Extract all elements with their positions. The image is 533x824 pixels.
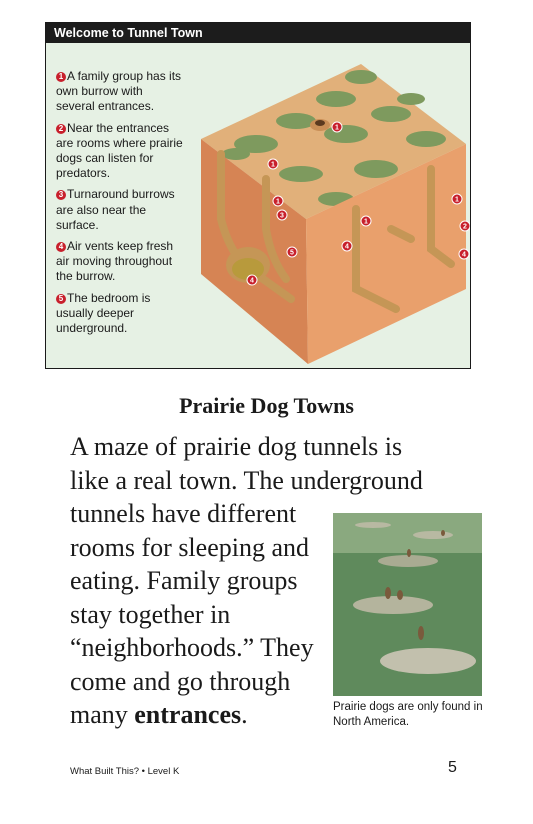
body-line: eating. Family groups [70, 566, 298, 595]
callout-text: Near the entrances are rooms where prairie dogs can listen for predators. [56, 120, 183, 181]
callout-item [56, 69, 184, 115]
body-line: A maze of prairie dog tunnels is [70, 432, 403, 461]
svg-text:5: 5 [290, 249, 294, 257]
svg-text:2: 2 [463, 223, 467, 231]
body-line: come and go through [70, 666, 291, 696]
burrow-cutaway-diagram [196, 59, 471, 369]
prairie-dog-figure [441, 530, 445, 536]
grass-patch [371, 106, 411, 122]
callout-item [56, 239, 184, 285]
grass-patch [276, 113, 316, 129]
svg-text:4: 4 [250, 277, 254, 285]
svg-text:4: 4 [462, 251, 466, 259]
grass-patch [354, 160, 398, 178]
prairie-dog-photo [333, 513, 482, 696]
grass-patch [279, 166, 323, 182]
prairie-dog-figure [418, 626, 424, 640]
callout-item [56, 187, 184, 233]
number-marker-icon: 4 [56, 242, 66, 252]
callout-list [56, 69, 184, 342]
infobox-title: Welcome to Tunnel Town [46, 23, 470, 43]
callout-text: The bedroom is usually deeper underground. [56, 290, 151, 336]
callout-text: Turnaround burrows are also near the surface. [56, 187, 175, 232]
sentence-end: . [241, 700, 248, 729]
number-marker-icon: 5 [56, 294, 66, 304]
body-line: many [70, 700, 135, 729]
grass-patch [345, 70, 377, 84]
body-line: like a real town. The underground [70, 465, 423, 495]
grass-patch [324, 125, 368, 143]
svg-text:3: 3 [280, 212, 284, 220]
page-number: 5 [448, 759, 457, 776]
prairie-dog-figure [407, 549, 411, 557]
callout-text: A family group has its own burrow with several entrances. [56, 69, 182, 114]
body-line: stay together in [70, 599, 231, 629]
page-title: Prairie Dog Towns [179, 393, 354, 418]
number-marker-icon: 2 [56, 124, 66, 134]
callout-text: Air vents keep fresh air moving throughout the burrow. [56, 239, 174, 284]
body-line: tunnels have different [70, 499, 297, 528]
body-line: “neighborhoods.” They [70, 633, 314, 662]
grass-patch [397, 93, 425, 105]
svg-text:1: 1 [271, 161, 275, 169]
callout-item [56, 291, 184, 337]
svg-text:1: 1 [455, 196, 459, 204]
grass-patch [222, 148, 250, 160]
body-line: rooms for sleeping and [70, 532, 310, 562]
svg-text:1: 1 [276, 198, 280, 206]
svg-text:1: 1 [364, 218, 368, 226]
grass-patch [406, 131, 446, 147]
prairie-dog-figure [385, 587, 391, 599]
svg-text:1: 1 [335, 124, 339, 132]
svg-text:4: 4 [345, 243, 349, 251]
prairie-dog-figure [397, 590, 403, 600]
number-marker-icon: 3 [56, 190, 66, 200]
book-info: What Built This? • Level K [70, 766, 180, 777]
number-marker-icon: 1 [56, 72, 66, 82]
callout-item [56, 121, 184, 182]
tunnel-town-infobox [45, 22, 471, 369]
vocabulary-word: entrances [134, 700, 242, 729]
photo-caption: Prairie dogs are only found in North America. [333, 701, 483, 728]
grass-patch [316, 91, 356, 107]
